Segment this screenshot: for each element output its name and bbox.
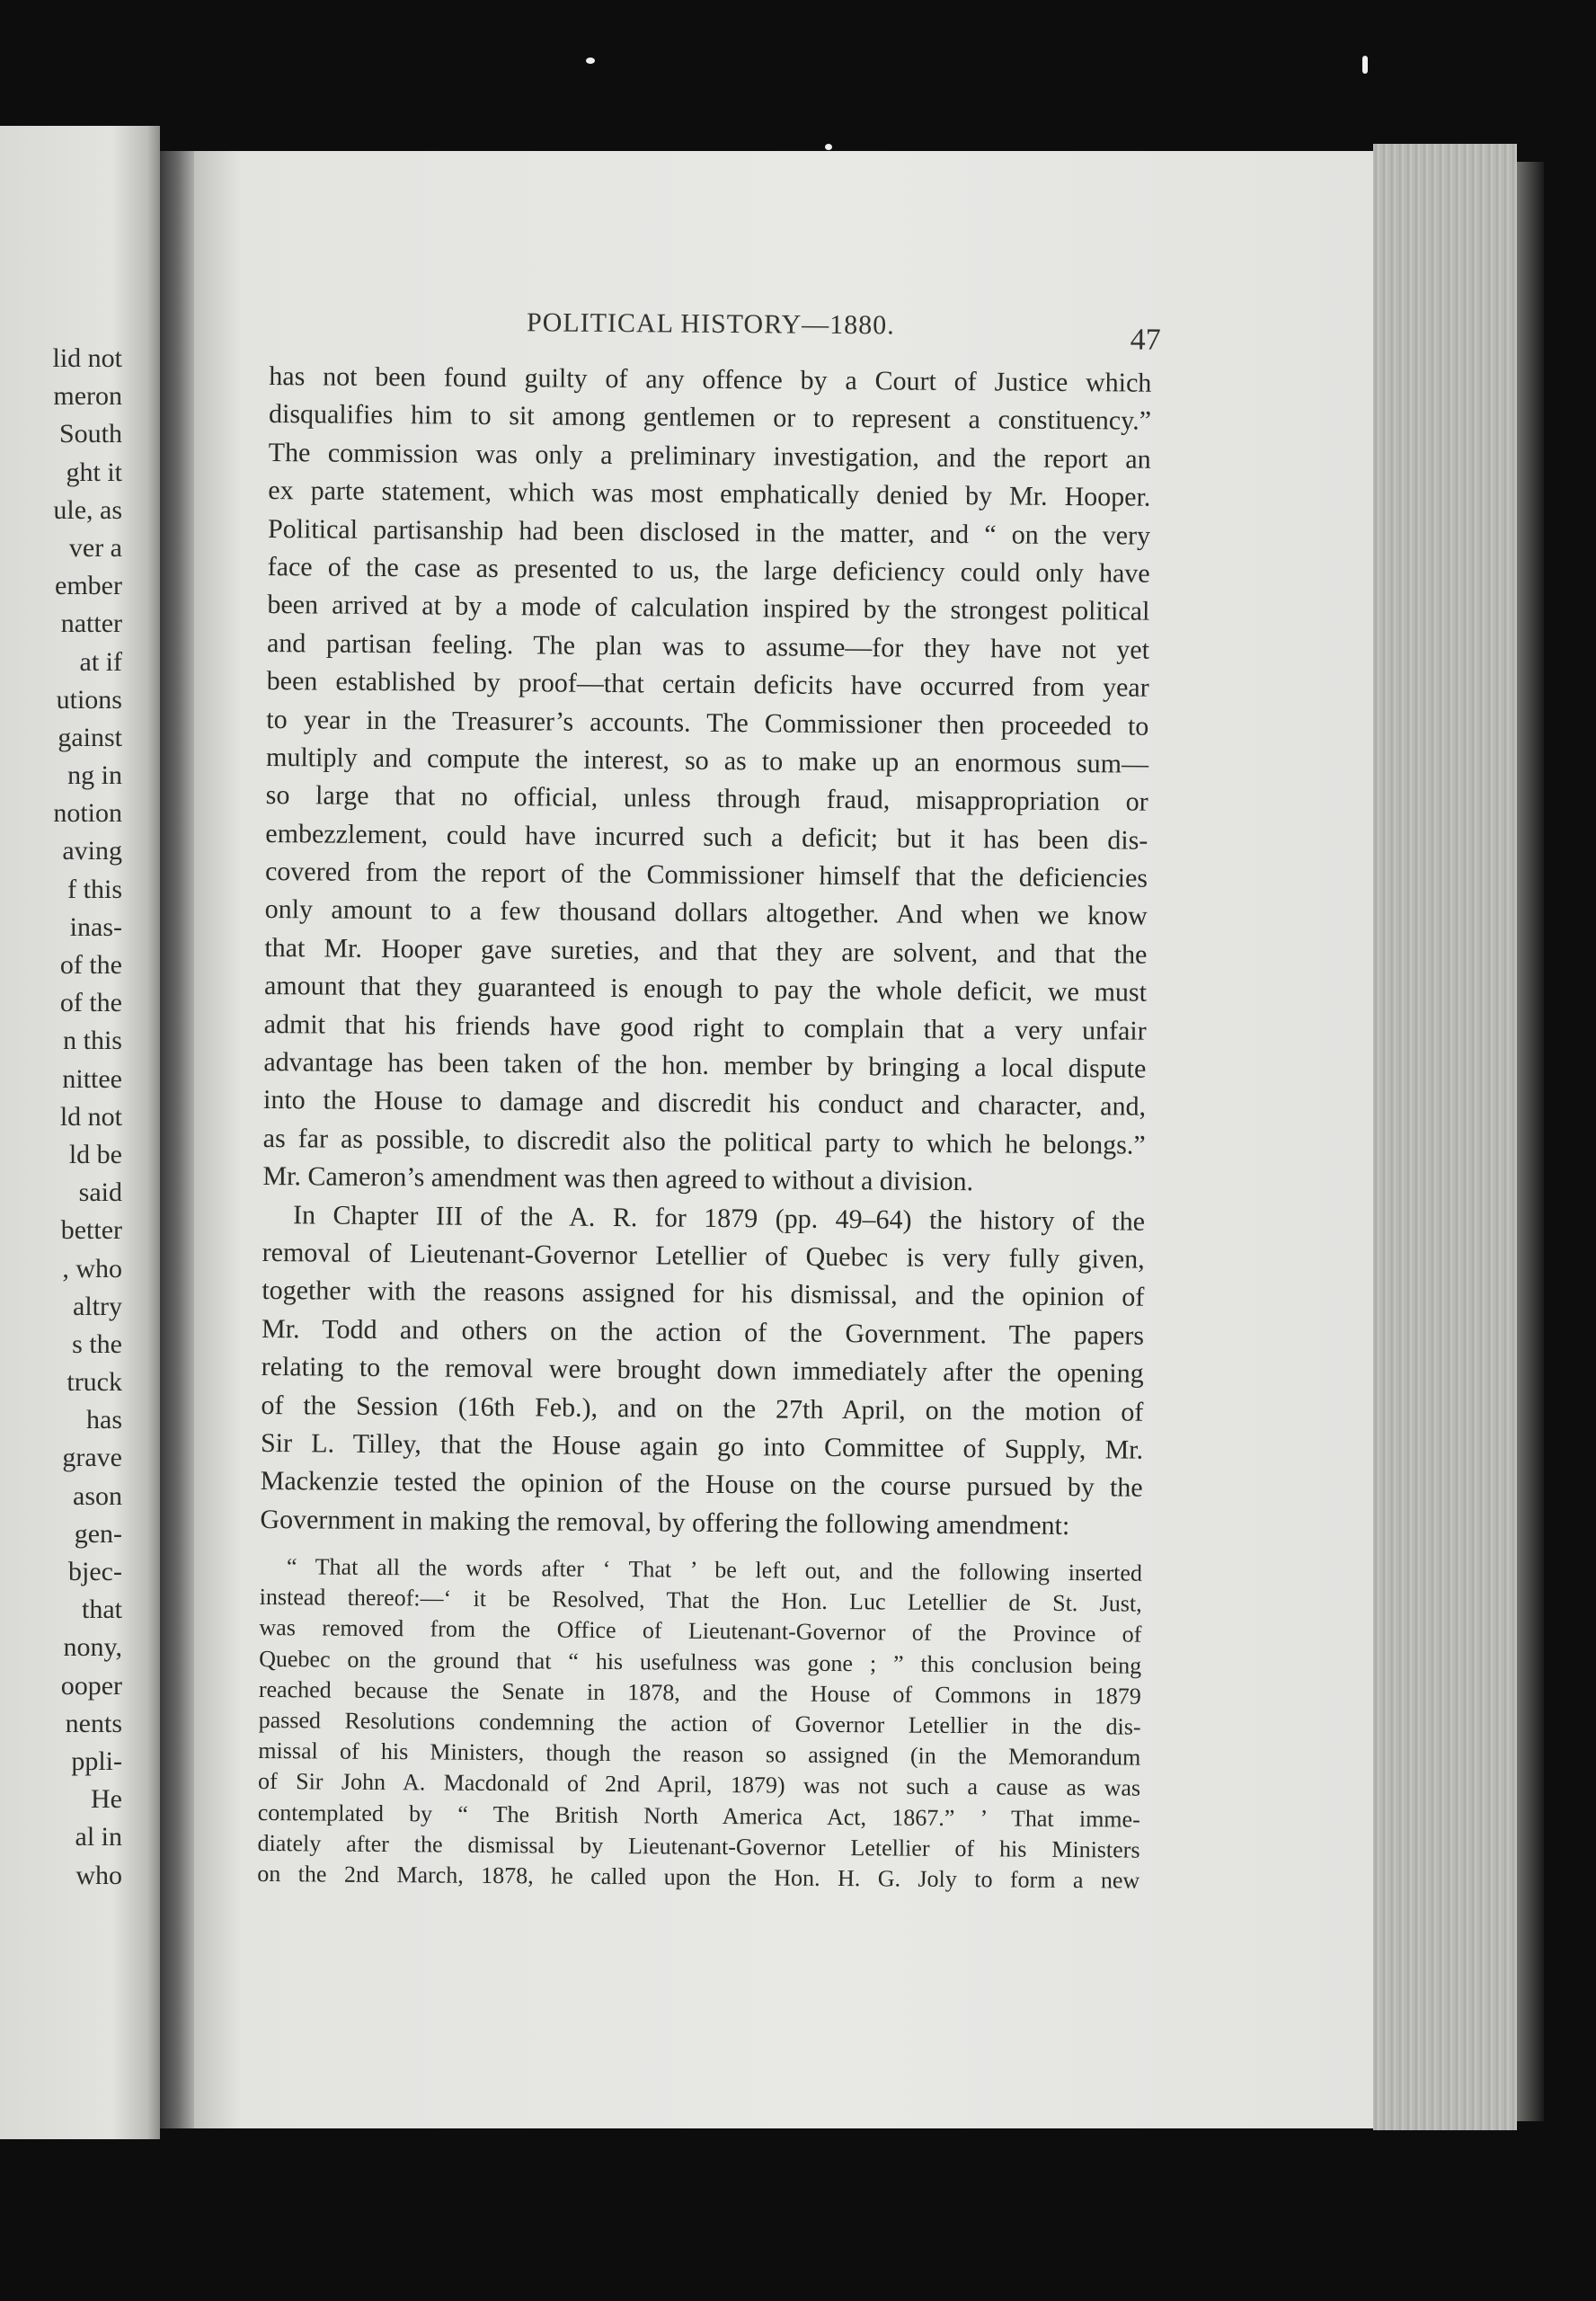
quote-line: diately after the dismissal by Lieutenant-Governor Letellier of his Ministers bbox=[257, 1829, 1140, 1863]
text-line: ex parte statement, which was most emphatically denied by Mr. Hooper. bbox=[268, 475, 1151, 512]
text-line: only amount to a few thousand dollars altogether. And when we know bbox=[264, 894, 1148, 932]
body-text bbox=[260, 358, 1151, 1546]
left-page-line: aving bbox=[62, 836, 122, 866]
left-page-line: ppli- bbox=[71, 1746, 122, 1776]
text-line: that Mr. Hooper gave sureties, and that they are solvent, and that the bbox=[264, 932, 1148, 970]
left-page-line: better bbox=[60, 1215, 122, 1246]
quote-line: instead thereof:—‘ it be Resolved, That the Hon. Luc Letellier de St. Just, bbox=[259, 1584, 1142, 1617]
text-line: has not been found guilty of any offence by a Court of Justice which bbox=[269, 360, 1152, 398]
text-line: covered from the report of the Commissioner himself that the deficiencies bbox=[264, 857, 1148, 893]
left-page-line: at if bbox=[79, 646, 122, 677]
text-line: Political partisanship had been disclosed in the matter, and “ on the very bbox=[267, 513, 1151, 551]
left-page-line: ver a bbox=[68, 532, 122, 563]
left-page-line: ld be bbox=[68, 1139, 122, 1169]
left-page-line: nony, bbox=[63, 1632, 122, 1663]
left-page-line: said bbox=[78, 1177, 122, 1208]
left-page-line: of the bbox=[59, 950, 122, 980]
text-line: as far as possible, to discredit also the political party to which he belongs.” bbox=[262, 1123, 1146, 1160]
left-page-line: lid not bbox=[52, 343, 122, 373]
quote-line: contemplated by “ The British North America Act, 1867.” ’ That imme- bbox=[257, 1799, 1140, 1833]
left-page-line: bjec- bbox=[68, 1557, 122, 1586]
text-line: amount that they guaranteed is enough to pay the whole deficit, we must bbox=[263, 971, 1148, 1008]
left-page-line: notion bbox=[53, 798, 122, 829]
quote-line: on the 2nd March, 1878, he called upon the Hon. H. G. Joly to form a new bbox=[257, 1860, 1140, 1894]
left-page-line: ooper bbox=[60, 1670, 122, 1701]
left-page-line: al in bbox=[75, 1822, 122, 1852]
book-gutter bbox=[160, 151, 196, 2128]
left-page-line: ule, as bbox=[53, 494, 122, 525]
text-line: Mr. Todd and others on the action of the Government. The papers bbox=[261, 1313, 1145, 1351]
left-page-line: ght it bbox=[66, 457, 122, 487]
quoted-amendment bbox=[257, 1551, 1142, 1897]
text-line: been arrived at by a mode of calculation inspired by the strongest political bbox=[267, 590, 1150, 627]
quote-line: missal of his Ministers, though the reason so assigned (in the Memorandum bbox=[258, 1737, 1141, 1771]
left-page-line: nents bbox=[65, 1708, 122, 1738]
text-line: into the House to damage and discredit his conduct and character, and, bbox=[262, 1085, 1147, 1123]
left-page-line: inas- bbox=[69, 911, 122, 942]
text-line: Government in making the removal, by offering the following amendment: bbox=[260, 1504, 1070, 1541]
left-page-line: gen- bbox=[74, 1518, 122, 1549]
text-line: so large that no official, unless through fraud, misappropriation or bbox=[265, 780, 1148, 817]
text-line: Mackenzie tested the opinion of the House on the course pursued by the bbox=[260, 1466, 1143, 1503]
quote-line: Quebec on the ground that “ his usefulness was gone ; ” this conclusion being bbox=[259, 1645, 1142, 1679]
dust-speck bbox=[825, 144, 832, 150]
left-page-line: s the bbox=[72, 1328, 122, 1359]
text-line: The commission was only a preliminary investigation, and the report an bbox=[268, 437, 1151, 475]
text-line: been established by proof—that certain deficits have occurred from year bbox=[266, 666, 1149, 703]
text-line: multiply and compute the interest, so as to make up an enormous sum— bbox=[265, 742, 1149, 779]
text-line: together with the reasons assigned for his dismissal, and the opinion of bbox=[262, 1275, 1145, 1313]
left-page-line: utions bbox=[56, 684, 122, 715]
quote-line: reached because the Senate in 1878, and the House of Commons in 1879 bbox=[258, 1675, 1141, 1710]
text-line: of the Session (16th Feb.), and on the 27th April, on the motion of bbox=[261, 1390, 1144, 1427]
page-text-block bbox=[257, 306, 1161, 1897]
quote-line: passed Resolutions condemning the action of Governor Letellier in the dis- bbox=[258, 1706, 1141, 1740]
left-page-line: of the bbox=[59, 988, 122, 1018]
left-page-line: ason bbox=[73, 1480, 122, 1511]
left-page-line: nittee bbox=[62, 1063, 122, 1094]
dust-speck bbox=[586, 58, 595, 64]
text-line: removal of Lieutenant-Governor Letellier of Quebec is very fully given, bbox=[262, 1237, 1145, 1275]
text-line: Mr. Cameron’s amendment was then agreed to without a division. bbox=[262, 1161, 974, 1197]
text-line: face of the case as presented to us, the large deficiency could only have bbox=[267, 551, 1150, 589]
left-page-text bbox=[52, 340, 122, 1895]
running-head bbox=[270, 306, 1161, 365]
left-page-line: n this bbox=[63, 1026, 122, 1056]
text-line: embezzlement, could have incurred such a deficit; but it has been dis- bbox=[265, 818, 1148, 856]
book-edge-shadow bbox=[1517, 162, 1544, 2121]
left-page-line: who bbox=[75, 1860, 122, 1890]
text-line: to year in the Treasurer’s accounts. The Commissioner then proceeded to bbox=[266, 704, 1149, 742]
left-page-line: altry bbox=[73, 1291, 122, 1321]
text-line: advantage has been taken of the hon. member by bringing a local dispute bbox=[263, 1047, 1147, 1084]
page-edges bbox=[1373, 144, 1517, 2130]
left-page bbox=[0, 126, 160, 2139]
left-page-line: natter bbox=[60, 609, 122, 639]
left-page-line: South bbox=[58, 419, 122, 449]
page-number: 47 bbox=[1130, 323, 1161, 357]
running-head-title: POLITICAL HISTORY—1880. bbox=[526, 307, 895, 341]
left-page-line: has bbox=[86, 1405, 122, 1435]
left-page-line: He bbox=[91, 1784, 122, 1815]
left-page-line: meron bbox=[53, 381, 122, 412]
left-page-line: that bbox=[82, 1595, 122, 1625]
text-line: and partisan feeling. The plan was to assume—for they have not yet bbox=[266, 627, 1150, 665]
left-page-line: , who bbox=[62, 1253, 122, 1284]
left-page-line: ng in bbox=[67, 760, 122, 791]
left-page-line: truck bbox=[66, 1367, 122, 1398]
text-line: relating to the removal were brought down immediately after the opening bbox=[261, 1352, 1144, 1389]
left-page-line: gainst bbox=[58, 722, 122, 752]
text-line: In Chapter III of the A. R. for 1879 (pp. 49–64) the history of the bbox=[292, 1199, 1146, 1237]
left-page-line: f this bbox=[67, 874, 122, 904]
left-page-line: ld not bbox=[59, 1101, 122, 1132]
dust-speck bbox=[1362, 56, 1368, 74]
text-line: Sir L. Tilley, that the House again go into Committee of Supply, Mr. bbox=[260, 1427, 1144, 1465]
quote-line: was removed from the Office of Lieutenant-Governor of the Province of bbox=[259, 1614, 1142, 1648]
quote-line: “ That all the words after ‘ That ’ be left out, and the following inserted bbox=[286, 1553, 1143, 1586]
quote-line: of Sir John A. Macdonald of 2nd April, 1879) was not such a cause as was bbox=[257, 1768, 1141, 1802]
left-page-line: grave bbox=[62, 1443, 122, 1473]
left-page-line: ember bbox=[55, 571, 122, 601]
text-line: admit that his friends have good right to complain that a very unfair bbox=[263, 1008, 1147, 1046]
text-line: disqualifies him to sit among gentlemen or to represent a constituency.” bbox=[268, 399, 1152, 437]
